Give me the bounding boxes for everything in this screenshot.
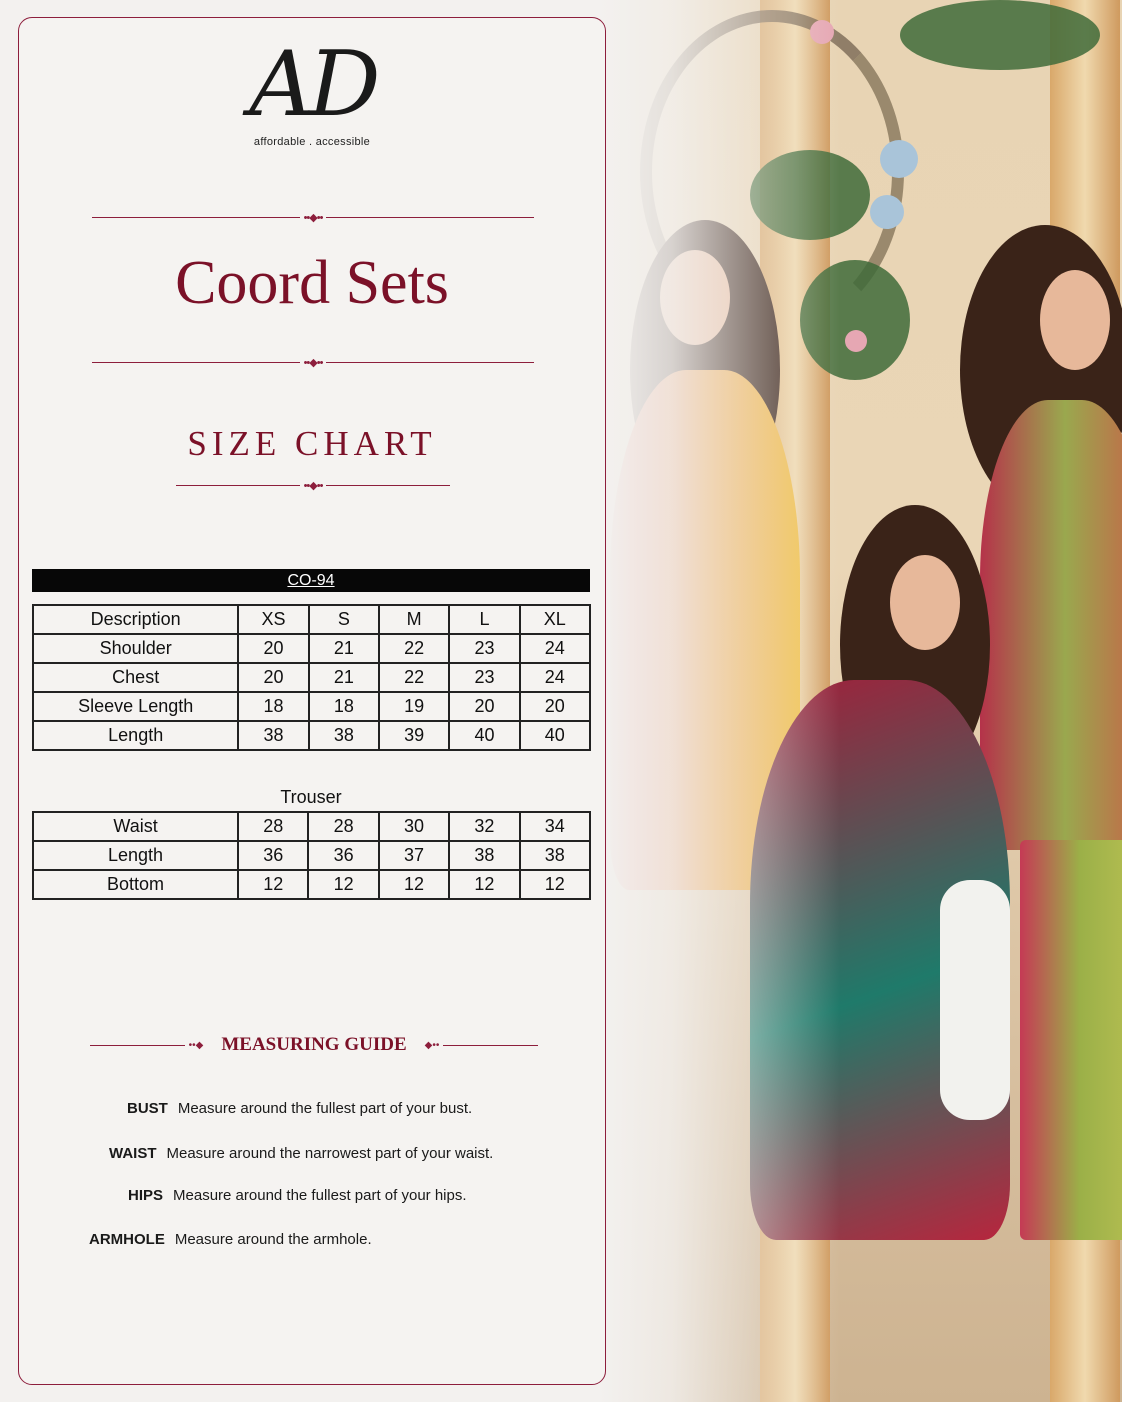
table-row xyxy=(33,841,590,870)
table-cell: 23 xyxy=(449,634,519,663)
table-cell: 12 xyxy=(449,870,519,899)
table-cell: 22 xyxy=(379,634,449,663)
divider xyxy=(176,479,450,491)
guide-ornament-right: ◆•• xyxy=(424,1039,440,1051)
table-cell: Waist xyxy=(33,812,238,841)
table-cell: 34 xyxy=(520,812,590,841)
table-cell: 38 xyxy=(238,721,308,750)
guide-item-hips xyxy=(128,1187,467,1204)
table-row xyxy=(33,870,590,899)
guide-term: HIPS xyxy=(128,1187,164,1204)
divider xyxy=(92,211,534,223)
table-cell: Length xyxy=(33,841,238,870)
measuring-guide-heading xyxy=(90,1034,538,1056)
trouser-label: Trouser xyxy=(280,787,342,807)
model-outfit xyxy=(980,400,1122,850)
divider xyxy=(92,356,534,368)
model-face xyxy=(890,555,960,650)
measuring-guide-title: MEASURING GUIDE xyxy=(221,1034,407,1055)
table-cell: 36 xyxy=(238,841,308,870)
table-cell: 20 xyxy=(238,663,308,692)
table-cell: 12 xyxy=(379,870,449,899)
divider-ornament: ••◆•• xyxy=(303,479,323,492)
table-cell: 20 xyxy=(449,692,519,721)
divider-ornament: ••◆•• xyxy=(303,356,323,369)
table-cell: 40 xyxy=(449,721,519,750)
guide-term: WAIST xyxy=(109,1145,157,1162)
table-cell: 38 xyxy=(449,841,519,870)
logo-mark: AD xyxy=(249,32,375,137)
shirt-size-table xyxy=(32,604,591,751)
table-cell: 23 xyxy=(449,663,519,692)
guide-text: Measure around the narrowest part of your waist. xyxy=(166,1145,494,1162)
table-cell: 30 xyxy=(379,812,449,841)
trouser-size-table xyxy=(32,811,591,900)
table-header-cell: XL xyxy=(520,605,590,634)
section-title: SIZE CHART xyxy=(187,424,437,463)
table-cell: 22 xyxy=(379,663,449,692)
flower xyxy=(870,195,904,229)
table-header-cell: S xyxy=(309,605,379,634)
table-cell: 24 xyxy=(520,663,590,692)
table-cell: Chest xyxy=(33,663,238,692)
guide-text: Measure around the armhole. xyxy=(174,1231,372,1248)
guide-term: BUST xyxy=(127,1100,168,1117)
table-cell: 12 xyxy=(238,870,308,899)
page-title: Coord Sets xyxy=(175,249,449,317)
table-cell: 39 xyxy=(379,721,449,750)
model-photo xyxy=(600,0,1122,1402)
table-cell: 18 xyxy=(238,692,308,721)
table-cell: Bottom xyxy=(33,870,238,899)
table-cell: 28 xyxy=(238,812,308,841)
guide-ornament-left: ••◆ xyxy=(188,1039,204,1051)
table-cell: Length xyxy=(33,721,238,750)
brand-tagline: affordable . accessible xyxy=(253,136,371,148)
table-row xyxy=(33,692,590,721)
table-row xyxy=(33,663,590,692)
table-cell: 20 xyxy=(520,692,590,721)
guide-text: Measure around the fullest part of your hips. xyxy=(173,1187,467,1204)
product-code: CO-94 xyxy=(287,572,335,589)
guide-text: Measure around the fullest part of your bust. xyxy=(177,1100,473,1117)
model-face xyxy=(1040,270,1110,370)
table-cell: 24 xyxy=(520,634,590,663)
table-header-cell: Description xyxy=(33,605,238,634)
table-cell: 40 xyxy=(520,721,590,750)
foliage xyxy=(900,0,1100,70)
table-row xyxy=(33,721,590,750)
table-cell: 12 xyxy=(308,870,378,899)
table-header-row xyxy=(33,605,590,634)
table-cell: 32 xyxy=(449,812,519,841)
table-cell: 36 xyxy=(308,841,378,870)
table-cell: 18 xyxy=(309,692,379,721)
guide-term: ARMHOLE xyxy=(89,1231,165,1248)
table-row xyxy=(33,812,590,841)
guide-item-bust xyxy=(127,1100,472,1117)
table-cell: Shoulder xyxy=(33,634,238,663)
table-cell: 21 xyxy=(309,663,379,692)
model-trousers xyxy=(1020,840,1122,1240)
table-cell: 37 xyxy=(379,841,449,870)
table-cell: 19 xyxy=(379,692,449,721)
table-cell: 12 xyxy=(520,870,590,899)
flower xyxy=(845,330,867,352)
table-cell: 21 xyxy=(309,634,379,663)
divider-ornament: ••◆•• xyxy=(303,211,323,224)
table-cell: 38 xyxy=(309,721,379,750)
table-cell: 20 xyxy=(238,634,308,663)
table-header-cell: XS xyxy=(238,605,308,634)
flower xyxy=(880,140,918,178)
white-chair xyxy=(940,880,1010,1120)
table-cell: 28 xyxy=(308,812,378,841)
table-row xyxy=(33,634,590,663)
table-cell: Sleeve Length xyxy=(33,692,238,721)
guide-item-armhole xyxy=(89,1231,372,1248)
product-code-bar xyxy=(32,569,590,592)
table-cell: 38 xyxy=(520,841,590,870)
brand-logo xyxy=(0,32,624,148)
table-header-cell: L xyxy=(449,605,519,634)
table-header-cell: M xyxy=(379,605,449,634)
photo-fade xyxy=(600,0,840,1402)
guide-item-waist xyxy=(109,1145,493,1162)
